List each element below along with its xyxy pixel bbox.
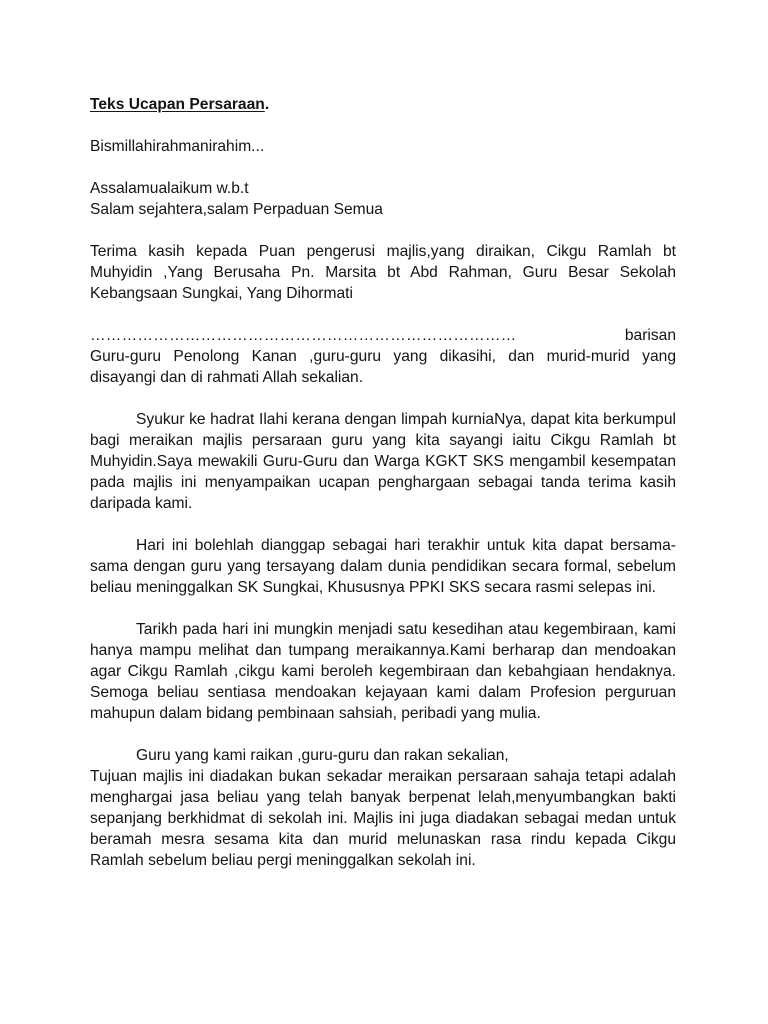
opening-line: Bismillahirahmanirahim... xyxy=(90,138,265,155)
document-body xyxy=(90,94,676,892)
paragraph-gratitude: Syukur ke hadrat Ilahi kerana dengan limpah kurniaNya, dapat kita berkumpul bagi meraikan majlis persaraan guru yang kita sayangi iaitu Cikgu Ramlah bt Muhyidin.Saya mewakili Guru-Guru dan Warga KGKT SKS mengambil kesempatan pada majlis ini menyampaikan ucapan penghargaan sebagai tanda terima kasih daripada kami. xyxy=(90,411,676,512)
paragraph-purpose: Tujuan majlis ini diadakan bukan sekadar meraikan persaraan sahaja tetapi adalah menghargai jasa beliau yang telah banyak berpenat lelah,menyumbangkan bakti sepanjang berkhidmat di sekolah ini. Majlis ini juga diadakan sebagai medan untuk beramah mesra sesama kita dan murid melunaskan rasa rindu kepada Cikgu Ramlah sebelum beliau pergi meninggalkan sekolah ini. xyxy=(90,768,676,869)
document-title xyxy=(90,94,676,115)
greeting-line-2: Salam sejahtera,salam Perpaduan Semua xyxy=(90,201,383,218)
barisan-word: barisan xyxy=(624,327,676,344)
document-title-text: Teks Ucapan Persaraan xyxy=(90,96,265,113)
dotted-leader: ……………………………………………………………………… xyxy=(90,327,517,344)
greeting-line-1: Assalamualaikum w.b.t xyxy=(90,180,249,197)
paragraph-address: Guru yang kami raikan ,guru-guru dan rakan sekalian, xyxy=(136,747,509,764)
audience-paragraph: Guru-guru Penolong Kanan ,guru-guru yang dikasihi, dan murid-murid yang disayangi dan di rahmati Allah sekalian. xyxy=(90,348,676,386)
paragraph-last-day: Hari ini bolehlah dianggap sebagai hari terakhir untuk kita dapat bersama-sama dengan guru yang tersayang dalam dunia pendidikan secara formal, sebelum beliau meninggalkan SK Sungkai, Khususnya PPKI SKS secara rasmi selepas ini. xyxy=(90,537,676,596)
thanks-paragraph: Terima kasih kepada Puan pengerusi majlis,yang diraikan, Cikgu Ramlah bt Muhyidin ,Yang Berusaha Pn. Marsita bt Abd Rahman, Guru Besar Sekolah Kebangsaan Sungkai, Yang Dihormati xyxy=(90,243,676,302)
dotted-placeholder-line xyxy=(90,325,676,346)
paragraph-wishes: Tarikh pada hari ini mungkin menjadi satu kesedihan atau kegembiraan, kami hanya mampu melihat dan tumpang meraikannya.Kami berharap dan mendoakan agar Cikgu Ramlah ,cikgu kami beroleh kegembiraan dan kebahgiaan hendaknya. Semoga beliau sentiasa mendoakan kejayaan kami dalam Profesion perguruan mahupun dalam bidang pembinaan sahsiah, peribadi yang mulia. xyxy=(90,621,676,722)
document-title-period: . xyxy=(264,96,270,113)
